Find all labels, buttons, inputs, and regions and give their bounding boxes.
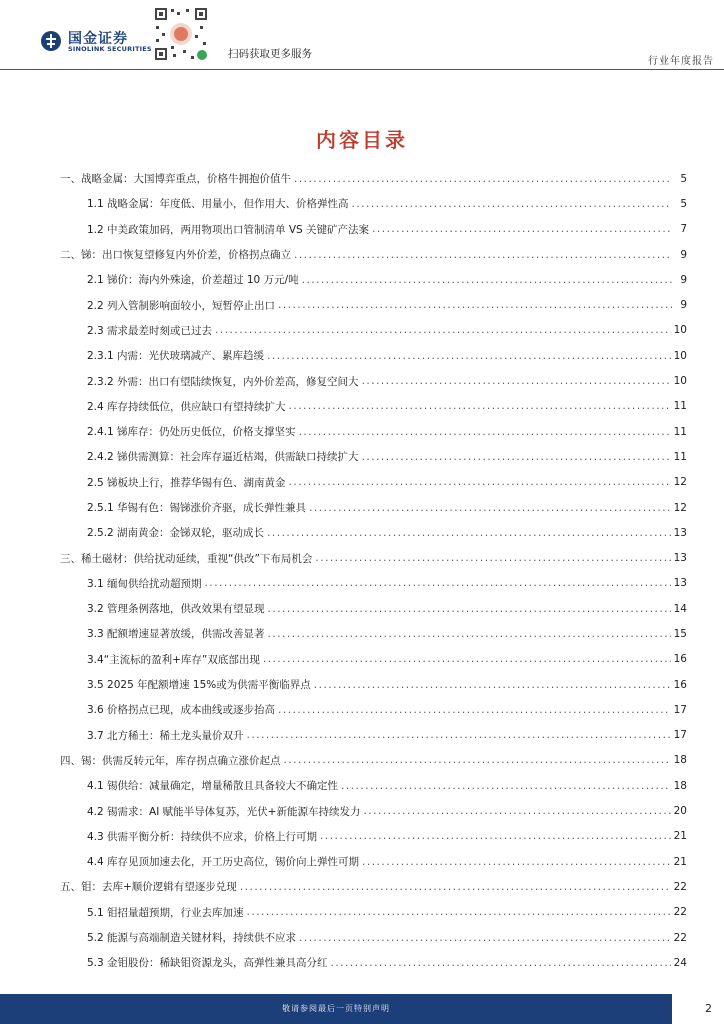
toc-entry-label: 2.1 锑价：海内外殊途，价差超过 10 万元/吨 — [87, 274, 299, 287]
qr-label: 扫码获取更多服务 — [228, 48, 312, 60]
toc-entry-page: 22 — [673, 880, 687, 893]
page-number: 2 — [705, 1002, 712, 1015]
toc-entry[interactable] — [60, 394, 687, 419]
toc-leader-dots — [289, 400, 671, 412]
toc-leader-dots — [299, 426, 671, 438]
toc-leader-dots — [215, 324, 671, 336]
toc-leader-dots — [247, 729, 671, 741]
toc-entry[interactable] — [60, 267, 687, 292]
toc-entry[interactable] — [60, 545, 687, 570]
toc-entry-label: 一、战略金属：大国博弈重点，价格牛拥抱价值牛 — [60, 173, 291, 186]
toc-entry-label: 3.7 北方稀土：稀土龙头量价双升 — [87, 729, 244, 742]
toc-entry-page: 11 — [673, 450, 687, 463]
toc-leader-dots — [263, 653, 671, 665]
toc-entry[interactable] — [60, 318, 687, 343]
toc-entry-page: 9 — [680, 299, 687, 312]
header-divider — [0, 69, 724, 70]
toc-entry-page: 11 — [673, 425, 687, 438]
toc-entry-page: 13 — [673, 526, 687, 539]
toc-entry[interactable] — [60, 596, 687, 621]
toc-entry-label: 1.1 战略金属：年度低、用量小，但作用大、价格弹性高 — [87, 198, 349, 211]
toc-entry-page: 16 — [673, 678, 687, 691]
toc-entry-page: 5 — [680, 197, 687, 210]
disclaimer-note: 敬请参阅最后一页特别声明 — [282, 1004, 390, 1013]
toc-leader-dots — [267, 527, 671, 539]
toc-entry[interactable] — [60, 824, 687, 849]
toc-entry-page: 10 — [673, 375, 687, 388]
toc-entry-label: 2.2 列入管制影响面较小，短暂停止出口 — [87, 299, 276, 312]
toc-entry-page: 17 — [673, 729, 687, 742]
toc-entry-page: 9 — [680, 248, 687, 261]
toc-leader-dots — [294, 173, 672, 185]
toc-leader-dots — [268, 603, 671, 615]
toc-leader-dots — [278, 299, 672, 311]
toc-entry-page: 18 — [673, 779, 687, 792]
toc-entry[interactable] — [60, 495, 687, 520]
toc-entry-page: 10 — [673, 324, 687, 337]
toc-entry-page: 15 — [673, 627, 687, 640]
toc-leader-dots — [302, 274, 672, 286]
toc-entry-label: 二、锑：出口恢复望修复内外价差，价格拐点确立 — [60, 249, 291, 262]
toc-leader-dots — [314, 679, 671, 691]
toc-leader-dots — [341, 780, 671, 792]
table-of-contents — [60, 166, 687, 976]
toc-entry-page: 5 — [680, 172, 687, 185]
toc-entry-page: 14 — [673, 602, 687, 615]
toc-entry[interactable] — [60, 520, 687, 545]
toc-leader-dots — [372, 223, 672, 235]
toc-leader-dots — [289, 476, 671, 488]
toc-leader-dots — [294, 249, 672, 261]
toc-entry[interactable] — [60, 217, 687, 242]
toc-entry[interactable] — [60, 343, 687, 368]
toc-leader-dots — [284, 754, 671, 766]
toc-entry-page: 22 — [673, 906, 687, 919]
toc-leader-dots — [278, 704, 671, 716]
toc-entry[interactable] — [60, 773, 687, 798]
toc-entry[interactable] — [60, 748, 687, 773]
toc-entry[interactable] — [60, 647, 687, 672]
toc-entry[interactable] — [60, 571, 687, 596]
toc-leader-dots — [267, 350, 671, 362]
toc-entry-page: 17 — [673, 703, 687, 716]
toc-entry-label: 2.3.1 内需：光伏玻璃减产、累库趋缓 — [87, 350, 265, 363]
toc-entry[interactable] — [60, 849, 687, 874]
toc-entry-label: 2.4 库存持续低位，供应缺口有望持续扩大 — [87, 400, 286, 413]
toc-entry-page: 21 — [673, 855, 687, 868]
toc-entry-page: 10 — [673, 349, 687, 362]
toc-leader-dots — [320, 830, 671, 842]
toc-entry-label: 2.3 需求最差时刻或已过去 — [87, 324, 213, 337]
qr-code-icon[interactable] — [153, 6, 209, 62]
toc-entry-page: 12 — [673, 501, 687, 514]
toc-entry[interactable] — [60, 191, 687, 216]
toc-entry-label: 2.3.2 外需：出口有望陆续恢复，内外价差高，修复空间大 — [87, 375, 359, 388]
toc-title: 内容目录 — [316, 128, 408, 152]
toc-leader-dots — [240, 881, 671, 893]
brand-logo — [40, 28, 150, 54]
toc-leader-dots — [362, 856, 671, 868]
toc-entry-label: 5.2 能源与高端制造关键材料，持续供不应求 — [87, 932, 297, 945]
toc-entry-label: 三、稀土磁材：供给扰动延续，重视“供改”下布局机会 — [60, 552, 313, 565]
toc-entry-page: 22 — [673, 931, 687, 944]
toc-leader-dots — [363, 805, 670, 817]
toc-entry[interactable] — [60, 444, 687, 469]
toc-entry-label: 5.3 金钼股份：稀缺钼资源龙头，高弹性兼具高分红 — [87, 957, 328, 970]
toc-leader-dots — [309, 502, 671, 514]
toc-entry-page: 24 — [673, 956, 687, 969]
toc-entry-label: 2.5 锑板块上行，推荐华锡有色、湖南黄金 — [87, 476, 286, 489]
toc-leader-dots — [299, 932, 671, 944]
toc-entry-label: 2.4.2 锑供需测算：社会库存逼近枯竭，供需缺口持续扩大 — [87, 451, 359, 464]
toc-entry-label: 3.2 管理条例落地，供改效果有望显现 — [87, 603, 265, 616]
brand-name-en: SINOLINK SECURITIES — [68, 45, 152, 53]
document-type: 行业年度报告 — [648, 56, 714, 67]
toc-entry-label: 4.2 锡需求：AI 赋能半导体复苏，光伏+新能源车持续发力 — [87, 805, 361, 818]
toc-entry-page: 9 — [680, 273, 687, 286]
toc-entry-label: 5.1 钼招量超预期，行业去库加速 — [87, 906, 244, 919]
toc-entry[interactable] — [60, 900, 687, 925]
toc-leader-dots — [205, 577, 671, 589]
toc-leader-dots — [362, 375, 671, 387]
toc-entry-page: 7 — [680, 223, 687, 236]
page-header — [0, 0, 724, 72]
toc-entry-page: 13 — [673, 552, 687, 565]
toc-entry-label: 3.5 2025 年配额增速 15%或为供需平衡临界点 — [87, 679, 311, 692]
toc-entry-label: 4.1 锡供给：减量确定，增量稀散且具备较大不确定性 — [87, 780, 339, 793]
toc-entry-label: 3.3 配额增速显著放缓，供需改善显著 — [87, 628, 265, 641]
page-footer — [0, 994, 724, 1024]
toc-entry-label: 2.4.1 锑库存：仍处历史低位，价格支撑坚实 — [87, 426, 296, 439]
toc-entry-label: 四、锡：供需反转元年，库存拐点确立涨价起点 — [60, 754, 281, 767]
toc-entry-label: 1.2 中美政策加码，两用物项出口管制清单 VS 关键矿产法案 — [87, 223, 370, 236]
toc-leader-dots — [247, 906, 671, 918]
toc-leader-dots — [268, 628, 671, 640]
toc-entry[interactable] — [60, 723, 687, 748]
toc-entry[interactable] — [60, 166, 687, 191]
toc-entry-page: 16 — [673, 653, 687, 666]
toc-entry[interactable] — [60, 925, 687, 950]
brand-name-cn: 国金证券 — [68, 31, 128, 47]
toc-entry-page: 11 — [673, 400, 687, 413]
toc-entry-label: 4.4 库存见顶加速去化，开工历史高位，锡价向上弹性可期 — [87, 856, 360, 869]
toc-entry-label: 2.5.1 华锡有色：锡锑涨价齐驱，成长弹性兼具 — [87, 502, 307, 514]
toc-leader-dots — [331, 957, 671, 969]
toc-entry[interactable] — [60, 621, 687, 646]
toc-entry-label: 3.4“主流标的盈利+库存”双底部出现 — [87, 653, 260, 666]
toc-leader-dots — [315, 552, 670, 564]
toc-entry-page: 13 — [673, 577, 687, 590]
toc-entry[interactable] — [60, 292, 687, 317]
toc-entry[interactable] — [60, 419, 687, 444]
toc-entry-page: 20 — [673, 805, 687, 818]
toc-entry[interactable] — [60, 242, 687, 267]
toc-entry-label: 2.5.2 湖南黄金：金锑双轮，驱动成长 — [87, 527, 265, 540]
toc-entry-label: 3.1 缅甸供给扰动超预期 — [87, 577, 202, 590]
toc-leader-dots — [362, 451, 671, 463]
toc-entry-page: 12 — [673, 476, 687, 489]
toc-entry[interactable] — [60, 470, 687, 495]
toc-entry[interactable] — [60, 874, 687, 899]
toc-entry[interactable] — [60, 798, 687, 823]
toc-entry-label: 五、钼：去库+顺价逻辑有望逐步兑现 — [60, 881, 237, 894]
toc-entry[interactable] — [60, 697, 687, 722]
brand-mark-icon — [40, 30, 62, 52]
toc-entry[interactable] — [60, 368, 687, 393]
toc-entry-label: 3.6 价格拐点已现，成本曲线或逐步抬高 — [87, 704, 276, 717]
toc-entry[interactable] — [60, 950, 687, 975]
toc-entry[interactable] — [60, 672, 687, 697]
toc-entry-page: 21 — [673, 830, 687, 843]
toc-entry-label: 4.3 供需平衡分析：持续供不应求，价格上行可期 — [87, 830, 318, 843]
toc-entry-page: 18 — [673, 754, 687, 767]
toc-leader-dots — [352, 198, 672, 210]
